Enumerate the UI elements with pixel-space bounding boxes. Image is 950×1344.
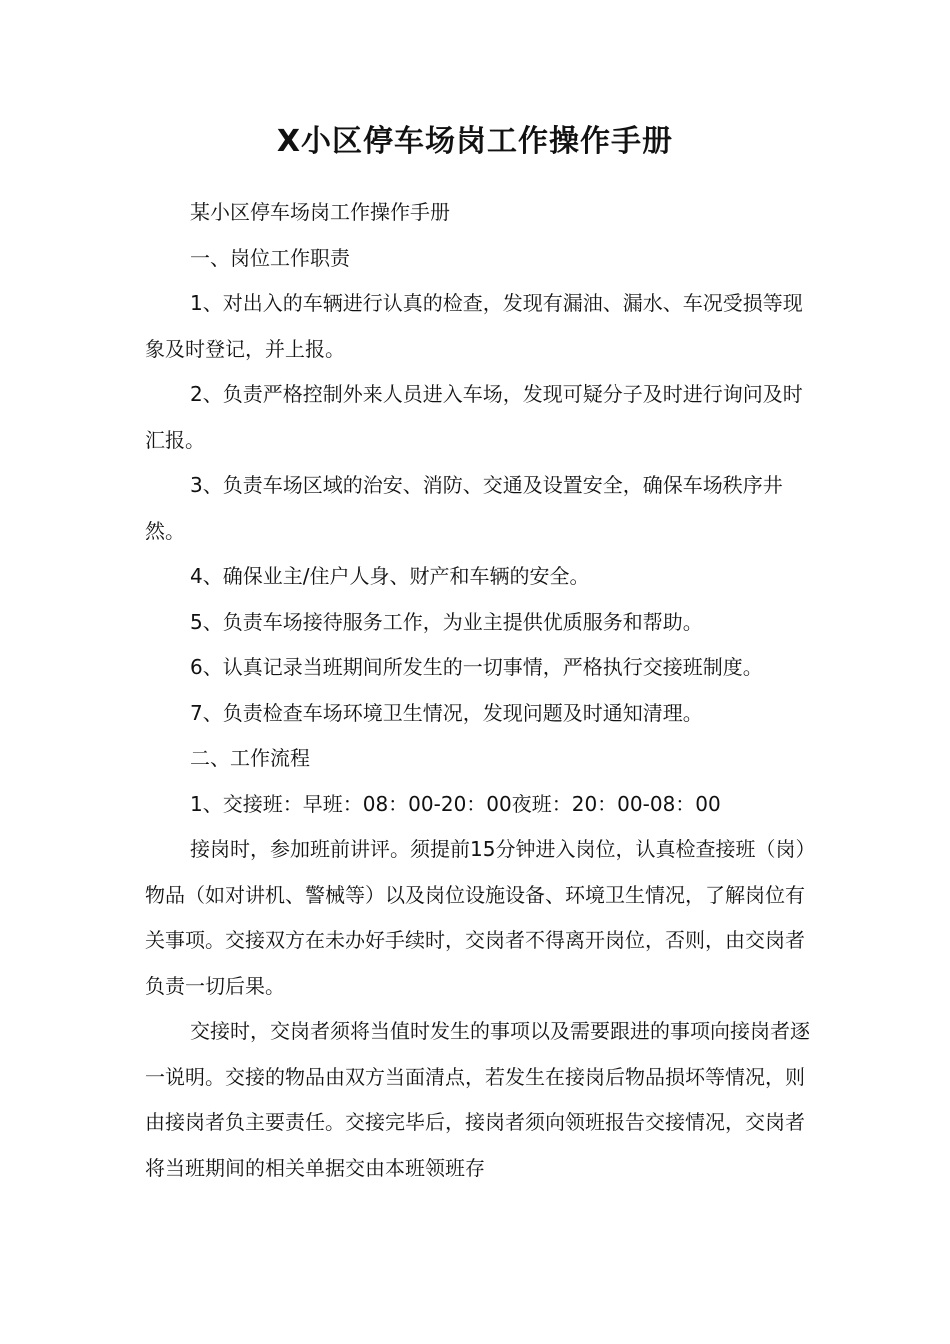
- document-body: [145, 190, 810, 1191]
- duty-item-5: 5、负责车场接待服务工作，为业主提供优质服务和帮助。: [190, 609, 703, 634]
- duty-item-7: 7、负责检查车场环境卫生情况，发现问题及时通知清理。: [190, 700, 703, 725]
- duty-item-2: 2、负责严格控制外来人员进入车场，发现可疑分子及时进行询问及时汇报。: [145, 382, 803, 452]
- duty-item-6: 6、认真记录当班期间所发生的一切事情，严格执行交接班制度。: [190, 655, 763, 679]
- paragraph-subtitle: 某小区停车场岗工作操作手册: [190, 200, 450, 224]
- duty-item-4: 4、确保业主/住户人身、财产和车辆的安全。: [190, 564, 590, 588]
- document-title: X小区停车场岗工作操作手册: [276, 124, 674, 159]
- duty-item-1: 1、对出入的车辆进行认真的检查，发现有漏油、漏水、车况受损等现象及时登记，并上报。: [145, 291, 803, 361]
- workflow-paragraph-takeover: 接岗时，参加班前讲评。须提前15分钟进入岗位，认真检查接班（岗）物品（如对讲机、警械等）以及岗位设施设备、环境卫生情况，了解岗位有关事项。交接双方在未办好手续时，交岗者不得离开岗位，否则，由交岗者负责一切后果。: [145, 837, 806, 998]
- duty-item-3: 3、负责车场区域的治安、消防、交通及设置安全，确保车场秩序井然。: [145, 473, 783, 543]
- section-heading-duties: 一、岗位工作职责: [190, 245, 350, 270]
- workflow-item-1: 1、交接班：早班：08：00-20：00夜班：20：00-08：00: [190, 791, 721, 816]
- section-heading-workflow: 二、工作流程: [190, 746, 310, 770]
- workflow-paragraph-handover: 交接时，交岗者须将当值时发生的事项以及需要跟进的事项向接岗者逐一说明。交接的物品由双方当面清点，若发生在接岗后物品损坏等情况，则由接岗者负主要责任。交接完毕后，接岗者须向领班报告交接情况，交岗者将当班期间的相关单据交由本班领班存: [145, 1019, 810, 1180]
